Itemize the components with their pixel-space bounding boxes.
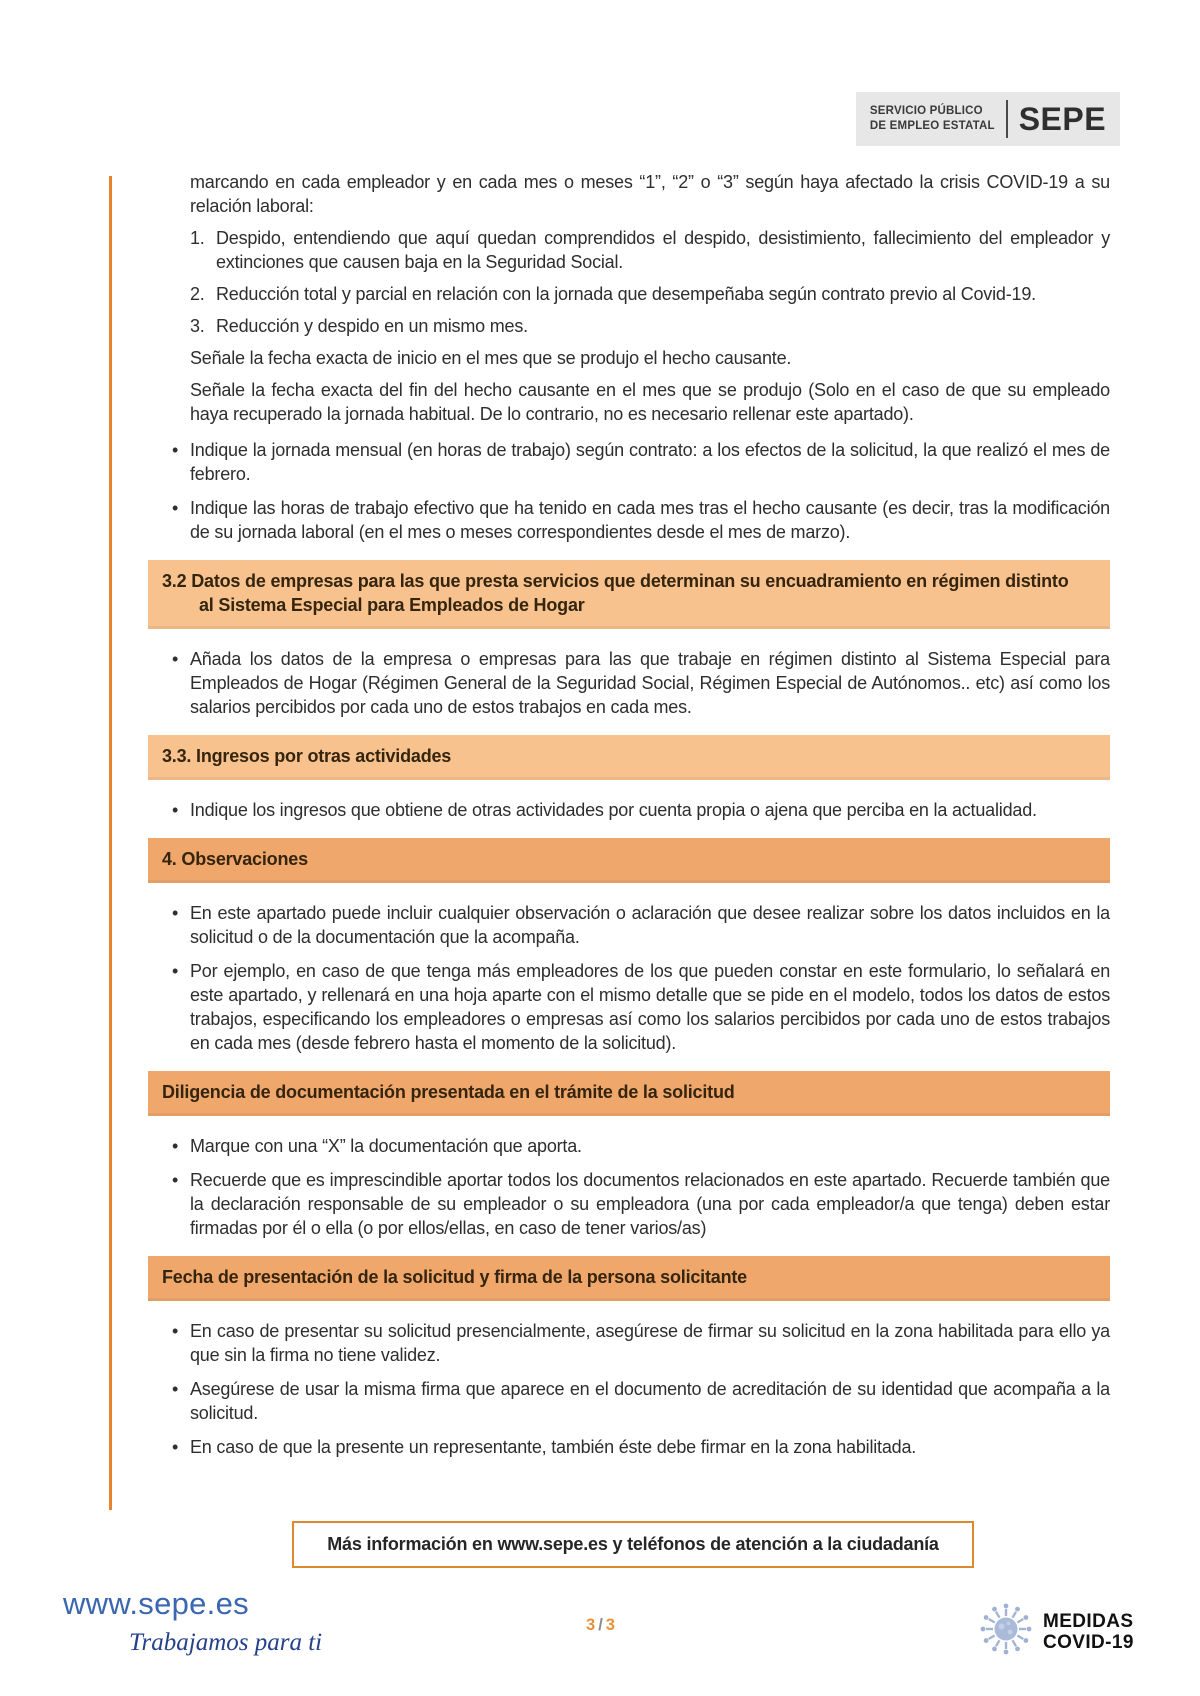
numbered-item-2 <box>190 282 1110 306</box>
section-fecha-bullet-2: • Asegúrese de usar la misma firma que aparece en el documento de acreditación de su identidad que acompaña a la solicitud. <box>172 1377 1110 1425</box>
more-info-text: Más información en www.sepe.es y teléfonos de atención a la ciudadanía <box>327 1534 939 1554</box>
numbered-item-3-marker: 3. <box>190 316 205 336</box>
numbered-item-1-text: Despido, entendiendo que aquí quedan comprendidos el despido, desistimiento, fallecimiento del empleador y extinciones que causen baja en la Seguridad Social. <box>216 228 1110 272</box>
covid-measures-label <box>1043 1611 1134 1653</box>
section-fecha-bullet-1: • En caso de presentar su solicitud presencialmente, asegúrese de firmar su solicitud en la zona habilitada para ello ya que sin la firma no tiene validez. <box>172 1319 1110 1367</box>
sepe-acronym: SEPE <box>1018 100 1107 137</box>
section-header-3-2 <box>148 560 1110 629</box>
section-fecha-bullet-3: • En caso de que la presente un representante, también éste debe firmar en la zona habilitada. <box>172 1435 1110 1459</box>
section-3-3-bullet: • Indique los ingresos que obtiene de otras actividades por cuenta propia o ajena que perciba en la actualidad. <box>172 798 1110 822</box>
numbered-item-3 <box>190 314 1110 338</box>
section-header-3-2-line1: 3.2 Datos de empresas para las que presta servicios que determinan su encuadramiento en régimen distinto <box>162 571 1069 591</box>
section-diligencia-bullet-1: • Marque con una “X” la documentación que aporta. <box>172 1134 1110 1158</box>
intro-bullet-horas: • Indique las horas de trabajo efectivo que ha tenido en cada mes tras el hecho causante (es decir, tras la modificación de su jornada laboral (en el mes o meses correspondientes desde el mes de marzo). <box>172 496 1110 544</box>
intro-para-inicio: Señale la fecha exacta de inicio en el mes que se produjo el hecho causante. <box>190 348 792 368</box>
covid-measures-line2: COVID-19 <box>1043 1631 1134 1653</box>
numbered-item-3-text: Reducción y despido en un mismo mes. <box>216 316 528 336</box>
section-4-bullet-2: • Por ejemplo, en caso de que tenga más empleadores de los que pueden constar en este formulario, lo señalará en este apartado, y rellenará en una hoja aparte con el mismo detalle que se pide en el modelo, todos los datos de estos trabajos, especificando los empleadores o empresas así como los salarios percibidos por cada uno de estos trabajos en cada mes (desde febrero hasta el momento de la solicitud). <box>172 959 1110 1055</box>
section-3-2-bullet: • Añada los datos de la empresa o empresas para las que trabaje en régimen distinto al Sistema Especial para Empleados de Hogar (Régimen General de la Seguridad Social, Régimen Especial de Autónomos.. etc) así como los salarios percibidos por cada uno de estos trabajos en cada mes. <box>172 647 1110 719</box>
section-header-diligencia: Diligencia de documentación presentada en el trámite de la solicitud <box>148 1071 1110 1116</box>
left-accent-line <box>109 176 112 1510</box>
page-total: 3 <box>605 1616 616 1634</box>
numbered-item-2-marker: 2. <box>190 284 205 304</box>
sepe-logo-line1: SERVICIO PÚBLICO <box>869 105 983 118</box>
intro-lead: marcando en cada empleador y en cada mes o meses “1”, “2” o “3” según haya afectado la crisis COVID-19 a su relación laboral: <box>190 172 1110 216</box>
sepe-logo-text <box>870 104 995 134</box>
sepe-logo-line2: DE EMPLEO ESTATAL <box>869 120 995 132</box>
intro-para-fin: Señale la fecha exacta del fin del hecho causante en el mes que se produjo (Solo en el caso de que su empleado haya recuperado la jornada habitual. De lo contrario, no es necesario rellenar este apartado). <box>190 380 1110 424</box>
sepe-logo <box>856 92 1120 146</box>
section-header-3-2-line2: al Sistema Especial para Empleados de Hogar <box>199 595 585 615</box>
covid-measures-line1: MEDIDAS <box>1043 1610 1134 1632</box>
sepe-logo-divider <box>1006 100 1008 138</box>
virus-icon <box>973 1596 1039 1667</box>
document-content <box>148 170 1110 1469</box>
page-separator: / <box>598 1616 604 1634</box>
page-indicator <box>556 1616 646 1635</box>
footer-website: www.sepe.es <box>63 1586 249 1621</box>
section-header-fecha: Fecha de presentación de la solicitud y firma de la persona solicitante <box>148 1256 1110 1301</box>
section-4-bullet-1: • En este apartado puede incluir cualquier observación o aclaración que desee realizar sobre los datos incluidos en la solicitud o de la documentación que la acompaña. <box>172 901 1110 949</box>
numbered-item-1-marker: 1. <box>190 228 205 248</box>
more-info-box <box>292 1521 974 1568</box>
numbered-item-2-text: Reducción total y parcial en relación con la jornada que desempeñaba según contrato previo al Covid-19. <box>216 284 1036 304</box>
page-current: 3 <box>586 1616 597 1634</box>
section-diligencia-bullet-2: • Recuerde que es imprescindible aportar todos los documentos relacionados en este apartado. Recuerde también que la declaración responsable de su empleador o su empleadora (una por cada empleador/a que tenga) deben estar firmadas por él o ella (o por ellos/ellas, en caso de tener varios/as) <box>172 1168 1110 1240</box>
footer-tagline: Trabajamos para ti <box>129 1629 323 1656</box>
covid-measures-brand <box>973 1596 1134 1667</box>
numbered-item-1 <box>190 226 1110 274</box>
section-header-4: 4. Observaciones <box>148 838 1110 883</box>
section-header-3-3: 3.3. Ingresos por otras actividades <box>148 735 1110 780</box>
intro-bullet-jornada: • Indique la jornada mensual (en horas de trabajo) según contrato: a los efectos de la solicitud, la que realizó el mes de febrero. <box>172 438 1110 486</box>
